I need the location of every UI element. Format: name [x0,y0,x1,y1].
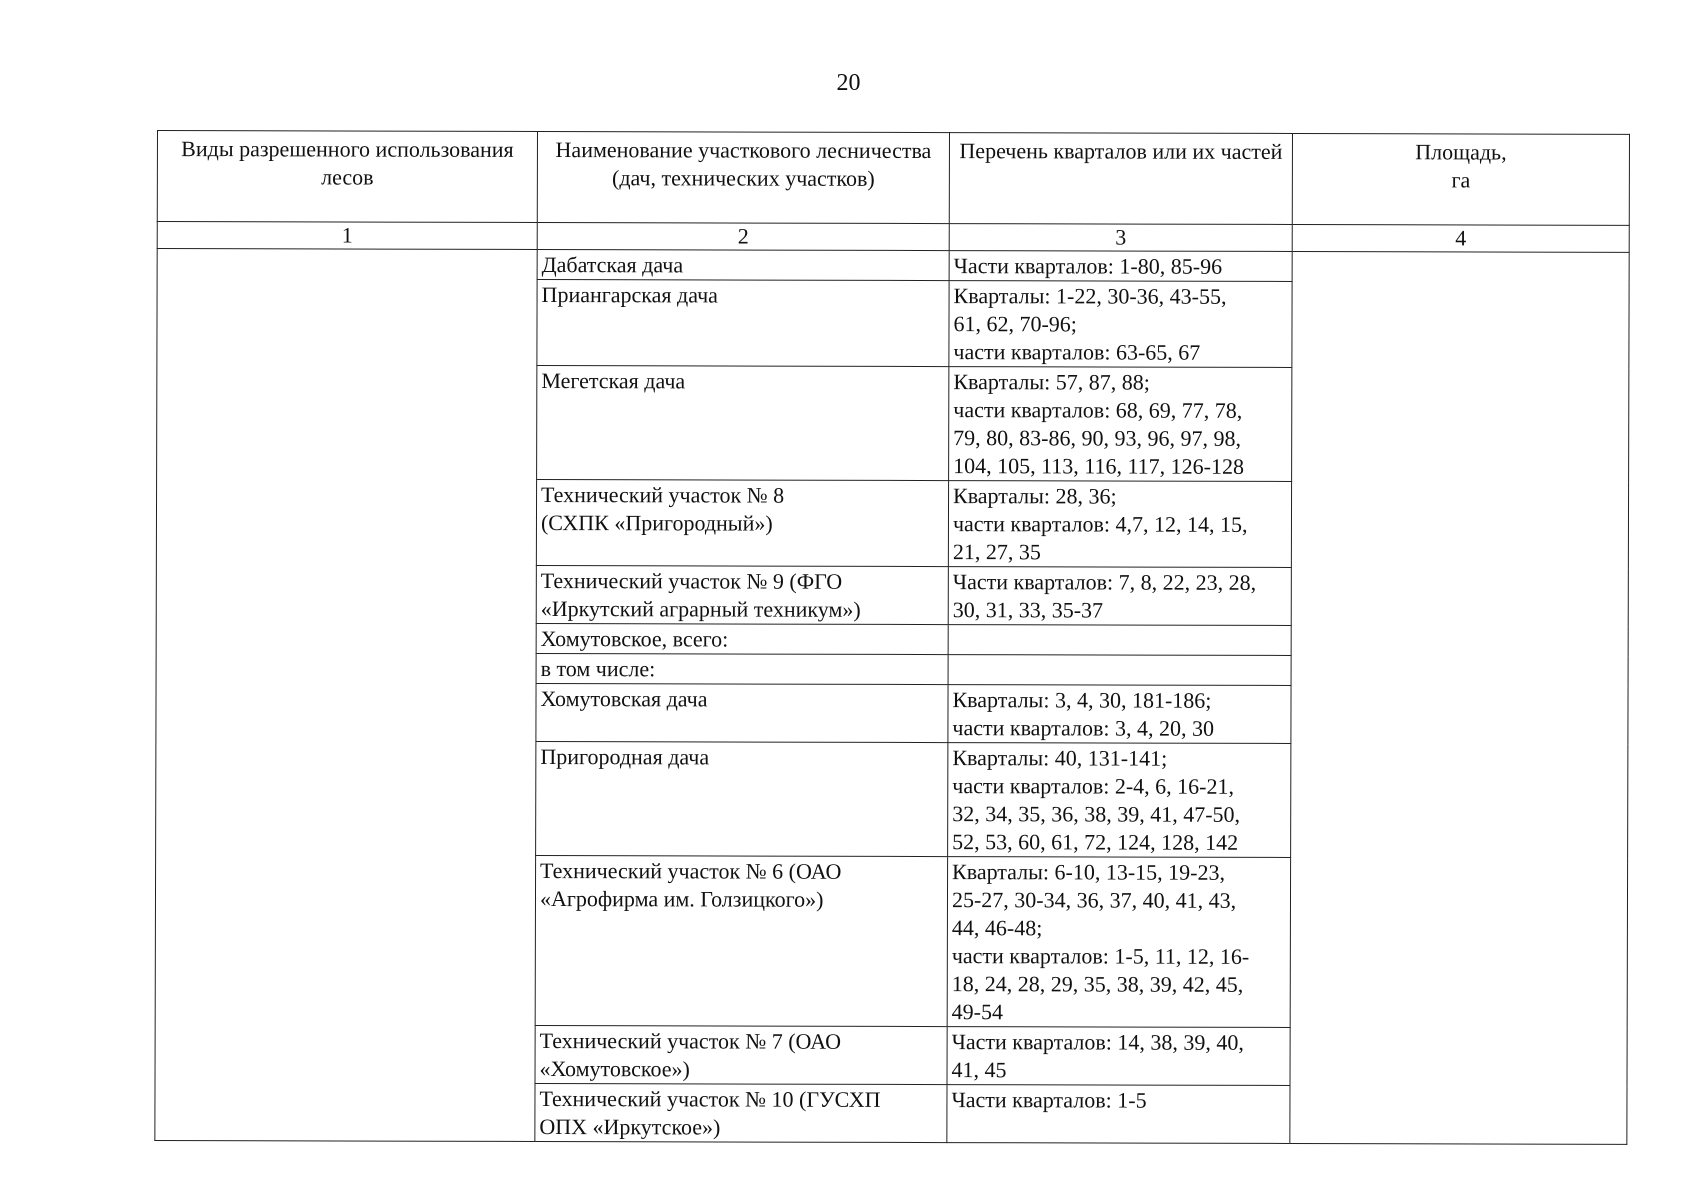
column-number-cell: 1 [157,222,537,250]
forestry-name-cell: Технический участок № 7 (ОАО «Хомутовское») [535,1025,947,1084]
area-cell [1290,251,1629,1144]
forestry-name-cell: Мегетская дача [537,365,949,480]
forestry-name-cell: Технический участок № 9 (ФГО «Иркутский аграрный техникум») [536,565,948,624]
forestry-name-cell: Технический участок № 6 (ОАО «Агрофирма им. Голзицкого») [535,855,947,1026]
column-number-cell: 2 [537,222,949,250]
quarters-cell: Кварталы: 40, 131-141; части кварталов: 2-4, 6, 16-21, 32, 34, 35, 36, 38, 39, 41, 47-50, 52, 53, 60, 61, 72, 124, 128, 142 [948,743,1291,858]
column-number-cell: 4 [1292,224,1629,252]
forest-use-table [154,130,1630,1145]
forestry-name-cell: в том числе: [536,653,948,684]
quarters-cell: Кварталы: 1-22, 30-36, 43-55, 61, 62, 70-96; части кварталов: 63-65, 67 [949,281,1292,368]
forestry-name-cell: Хомутовская дача [536,683,948,742]
quarters-cell [948,625,1291,656]
quarters-cell: Кварталы: 28, 36; части кварталов: 4,7, 12, 14, 15, 21, 27, 35 [948,481,1291,568]
quarters-cell: Кварталы: 6-10, 13-15, 19-23, 25-27, 30-34, 36, 37, 40, 41, 43, 44, 46-48; части кварталов: 1-5, 11, 12, 16- 18, 24, 28, 29, 35, 38, 39, 42, 45, 49-54 [947,857,1290,1028]
header-cell-quarters-list: Перечень кварталов или их частей [949,133,1292,225]
use-type-cell [155,249,537,1142]
forestry-name-cell: Пригородная дача [536,741,948,856]
forestry-name-cell: Дабатская дача [537,249,949,280]
header-cell-forestry-name: Наименование участкового лесничества (дач, технических участков) [537,131,949,223]
header-cell-area: Площадь, га [1292,133,1629,225]
quarters-cell: Части кварталов: 1-5 [947,1085,1290,1144]
quarters-cell: Кварталы: 3, 4, 30, 181-186; части кварталов: 3, 4, 20, 30 [948,685,1291,744]
quarters-cell [948,655,1291,686]
quarters-cell: Части кварталов: 1-80, 85-96 [949,251,1292,282]
table-header-row [157,131,1629,226]
quarters-cell: Части кварталов: 14, 38, 39, 40, 41, 45 [947,1027,1290,1086]
page-number: 20 [836,70,861,96]
quarters-cell: Кварталы: 57, 87, 88; части кварталов: 68, 69, 77, 78, 79, 80, 83-86, 90, 93, 96, 97, 98, 104, 105, 113, 116, 117, 126-128 [949,367,1292,482]
forestry-name-cell: Технический участок № 10 (ГУСХП ОПХ «Иркутское») [535,1083,947,1142]
quarters-cell: Части кварталов: 7, 8, 22, 23, 28, 30, 31, 33, 35-37 [948,567,1291,626]
column-number-cell: 3 [949,224,1292,252]
table-row [157,249,1629,283]
header-cell-use-types: Виды разрешенного использования лесов [157,131,537,223]
forestry-name-cell: Приангарская дача [537,279,949,366]
column-number-row [157,222,1629,253]
forestry-name-cell: Хомутовское, всего: [536,623,948,654]
forestry-name-cell: Технический участок № 8 (СХПК «Пригородный») [536,479,948,566]
